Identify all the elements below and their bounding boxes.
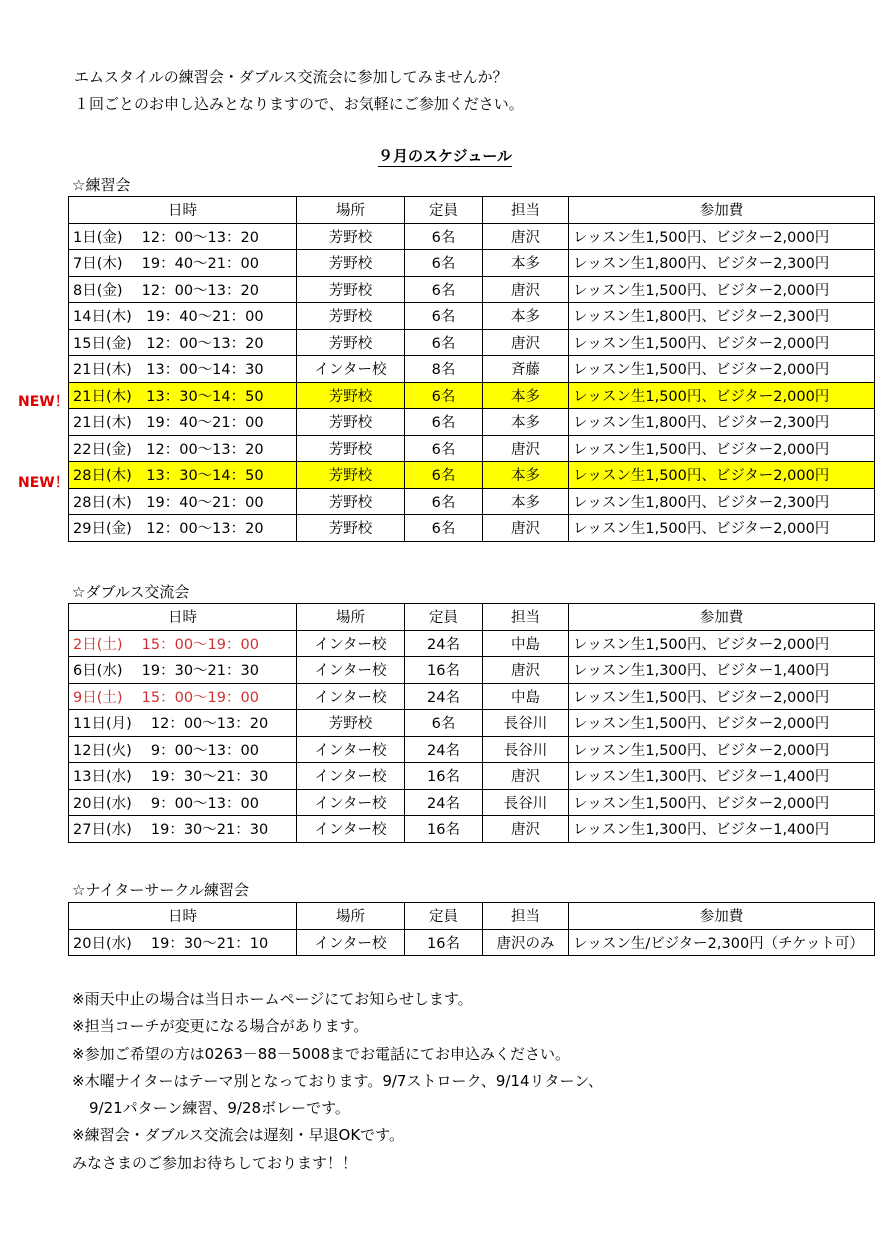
staff-cell: 唐沢: [483, 515, 569, 542]
fee-cell: レッスン生1,500円、ビジター2,000円: [569, 710, 875, 737]
column-header: 日時: [69, 197, 297, 224]
table-row: [69, 710, 875, 737]
staff-cell: 長谷川: [483, 710, 569, 737]
date-cell: 14日(木) 19：40～21：00: [69, 303, 297, 330]
date-cell: 9日(土) 15：00～19：00: [69, 683, 297, 710]
note-line: ※参加ご希望の方は0263－88－5008までお電話にてお申込みください。: [72, 1044, 571, 1063]
capacity-cell: 24名: [405, 630, 483, 657]
date-cell: 21日(木) 13：30～14：50: [69, 382, 297, 409]
column-header: 日時: [69, 604, 297, 631]
table-row: [69, 515, 875, 542]
fee-cell: レッスン生1,500円、ビジター2,000円: [569, 356, 875, 383]
note-line: ※練習会・ダブルス交流会は遅刻・早退OKです。: [72, 1126, 404, 1145]
date-cell: 21日(木) 13：00～14：30: [69, 356, 297, 383]
date-cell: 20日(水) 19：30～21：10: [69, 929, 297, 956]
place-cell: インター校: [297, 736, 405, 763]
capacity-cell: 6名: [405, 250, 483, 277]
table-row: [69, 630, 875, 657]
table-row: [69, 736, 875, 763]
staff-cell: 本多: [483, 250, 569, 277]
fee-cell: レッスン生1,800円、ビジター2,300円: [569, 409, 875, 436]
column-header: 場所: [297, 903, 405, 930]
place-cell: 芳野校: [297, 488, 405, 515]
place-cell: 芳野校: [297, 250, 405, 277]
place-cell: 芳野校: [297, 435, 405, 462]
place-cell: インター校: [297, 816, 405, 843]
column-header: 場所: [297, 197, 405, 224]
column-header: 定員: [405, 604, 483, 631]
staff-cell: 本多: [483, 462, 569, 489]
fee-cell: レッスン生1,500円、ビジター2,000円: [569, 736, 875, 763]
fee-cell: レッスン生1,300円、ビジター1,400円: [569, 763, 875, 790]
capacity-cell: 6名: [405, 382, 483, 409]
table-row: [69, 929, 875, 956]
place-cell: 芳野校: [297, 276, 405, 303]
table-row: [69, 276, 875, 303]
capacity-cell: 24名: [405, 789, 483, 816]
intro-line: エムスタイルの練習会・ダブルス交流会に参加してみませんか？: [74, 68, 508, 86]
note-line: 9/21パターン練習、9/28ボレーです。: [89, 1099, 350, 1118]
place-cell: 芳野校: [297, 710, 405, 737]
place-cell: インター校: [297, 683, 405, 710]
capacity-cell: 6名: [405, 329, 483, 356]
column-header: 担当: [483, 903, 569, 930]
staff-cell: 唐沢: [483, 816, 569, 843]
table-row: [69, 816, 875, 843]
fee-cell: レッスン生/ビジター2,300円（チケット可）: [569, 929, 875, 956]
staff-cell: 長谷川: [483, 789, 569, 816]
table-row: [69, 356, 875, 383]
intro-line: １回ごとのお申し込みとなりますので、お気軽にご参加ください。: [74, 95, 524, 113]
column-header: 参加費: [569, 903, 875, 930]
table-row: [69, 250, 875, 277]
note-line: みなさまのご参加お待ちしております！！: [72, 1153, 358, 1172]
capacity-cell: 6名: [405, 435, 483, 462]
date-cell: 15日(金) 12：00～13：20: [69, 329, 297, 356]
staff-cell: 唐沢: [483, 435, 569, 462]
capacity-cell: 6名: [405, 710, 483, 737]
table-row: [69, 382, 875, 409]
date-cell: 22日(金) 12：00～13：20: [69, 435, 297, 462]
capacity-cell: 16名: [405, 929, 483, 956]
fee-cell: レッスン生1,300円、ビジター1,400円: [569, 657, 875, 684]
column-header: 場所: [297, 604, 405, 631]
capacity-cell: 16名: [405, 657, 483, 684]
note-line: ※雨天中止の場合は当日ホームページにてお知らせします。: [72, 990, 473, 1008]
table-row: [69, 303, 875, 330]
staff-cell: 本多: [483, 409, 569, 436]
place-cell: インター校: [297, 763, 405, 790]
date-cell: 13日(水) 19：30～21：30: [69, 763, 297, 790]
place-cell: 芳野校: [297, 382, 405, 409]
date-cell: 8日(金) 12：00～13：20: [69, 276, 297, 303]
fee-cell: レッスン生1,300円、ビジター1,400円: [569, 816, 875, 843]
table-row: [69, 435, 875, 462]
date-cell: 28日(木) 19：40～21：00: [69, 488, 297, 515]
table-row: [69, 657, 875, 684]
place-cell: 芳野校: [297, 515, 405, 542]
capacity-cell: 6名: [405, 223, 483, 250]
staff-cell: 唐沢のみ: [483, 929, 569, 956]
staff-cell: 斉藤: [483, 356, 569, 383]
capacity-cell: 16名: [405, 816, 483, 843]
date-cell: 11日(月) 12：00～13：20: [69, 710, 297, 737]
table-row: [69, 789, 875, 816]
fee-cell: レッスン生1,500円、ビジター2,000円: [569, 462, 875, 489]
date-cell: 20日(水) 9：00～13：00: [69, 789, 297, 816]
column-header: 日時: [69, 903, 297, 930]
place-cell: 芳野校: [297, 329, 405, 356]
column-header: 担当: [483, 197, 569, 224]
new-badge: NEW！: [18, 475, 69, 491]
capacity-cell: 6名: [405, 303, 483, 330]
column-header: 定員: [405, 903, 483, 930]
header-row: [69, 903, 875, 930]
note-line: ※担当コーチが変更になる場合があります。: [72, 1017, 369, 1036]
table-row: [69, 763, 875, 790]
fee-cell: レッスン生1,500円、ビジター2,000円: [569, 329, 875, 356]
section-label-doubles: ☆ダブルス交流会: [72, 583, 190, 601]
fee-cell: レッスン生1,800円、ビジター2,300円: [569, 488, 875, 515]
fee-cell: レッスン生1,500円、ビジター2,000円: [569, 382, 875, 409]
column-header: 参加費: [569, 197, 875, 224]
capacity-cell: 24名: [405, 683, 483, 710]
table-row: [69, 488, 875, 515]
intro: [74, 64, 524, 118]
capacity-cell: 8名: [405, 356, 483, 383]
staff-cell: 本多: [483, 303, 569, 330]
staff-cell: 唐沢: [483, 276, 569, 303]
section-label-practice: ☆練習会: [72, 176, 131, 194]
capacity-cell: 6名: [405, 515, 483, 542]
staff-cell: 中島: [483, 683, 569, 710]
fee-cell: レッスン生1,500円、ビジター2,000円: [569, 789, 875, 816]
place-cell: 芳野校: [297, 303, 405, 330]
date-cell: 1日(金) 12：00～13：20: [69, 223, 297, 250]
capacity-cell: 24名: [405, 736, 483, 763]
place-cell: 芳野校: [297, 409, 405, 436]
table-row: [69, 223, 875, 250]
header-row: [69, 604, 875, 631]
notes: [72, 986, 603, 1177]
new-badge: NEW！: [18, 394, 69, 410]
place-cell: 芳野校: [297, 462, 405, 489]
column-header: 担当: [483, 604, 569, 631]
column-header: 参加費: [569, 604, 875, 631]
date-cell: 7日(木) 19：40～21：00: [69, 250, 297, 277]
date-cell: 6日(水) 19：30～21：30: [69, 657, 297, 684]
table-row: [69, 683, 875, 710]
column-header: 定員: [405, 197, 483, 224]
fee-cell: レッスン生1,500円、ビジター2,000円: [569, 515, 875, 542]
date-cell: 27日(水) 19：30～21：30: [69, 816, 297, 843]
fee-cell: レッスン生1,500円、ビジター2,000円: [569, 683, 875, 710]
staff-cell: 長谷川: [483, 736, 569, 763]
place-cell: インター校: [297, 657, 405, 684]
staff-cell: 唐沢: [483, 223, 569, 250]
capacity-cell: 6名: [405, 409, 483, 436]
date-cell: 28日(木) 13：30～14：50: [69, 462, 297, 489]
fee-cell: レッスン生1,800円、ビジター2,300円: [569, 250, 875, 277]
fee-cell: レッスン生1,800円、ビジター2,300円: [569, 303, 875, 330]
staff-cell: 唐沢: [483, 657, 569, 684]
capacity-cell: 6名: [405, 462, 483, 489]
place-cell: インター校: [297, 356, 405, 383]
date-cell: 21日(木) 19：40～21：00: [69, 409, 297, 436]
place-cell: インター校: [297, 789, 405, 816]
staff-cell: 唐沢: [483, 763, 569, 790]
staff-cell: 本多: [483, 382, 569, 409]
table-row: [69, 329, 875, 356]
capacity-cell: 6名: [405, 276, 483, 303]
place-cell: インター校: [297, 630, 405, 657]
staff-cell: 唐沢: [483, 329, 569, 356]
nighter-table: [68, 902, 875, 956]
place-cell: 芳野校: [297, 223, 405, 250]
header-row: [69, 197, 875, 224]
capacity-cell: 16名: [405, 763, 483, 790]
table-row: [69, 409, 875, 436]
fee-cell: レッスン生1,500円、ビジター2,000円: [569, 223, 875, 250]
doubles-table: [68, 603, 875, 843]
fee-cell: レッスン生1,500円、ビジター2,000円: [569, 276, 875, 303]
page-title: ９月のスケジュール: [377, 147, 513, 165]
date-cell: 2日(土) 15：00～19：00: [69, 630, 297, 657]
date-cell: 12日(火) 9：00～13：00: [69, 736, 297, 763]
staff-cell: 本多: [483, 488, 569, 515]
staff-cell: 中島: [483, 630, 569, 657]
fee-cell: レッスン生1,500円、ビジター2,000円: [569, 630, 875, 657]
fee-cell: レッスン生1,500円、ビジター2,000円: [569, 435, 875, 462]
date-cell: 29日(金) 12：00～13：20: [69, 515, 297, 542]
note-line: ※木曜ナイターはテーマ別となっております。9/7ストローク、9/14リターン、: [72, 1071, 604, 1090]
place-cell: インター校: [297, 929, 405, 956]
section-label-nighter: ☆ナイターサークル練習会: [72, 881, 249, 899]
practice-table: [68, 196, 875, 542]
capacity-cell: 6名: [405, 488, 483, 515]
table-row: [69, 462, 875, 489]
